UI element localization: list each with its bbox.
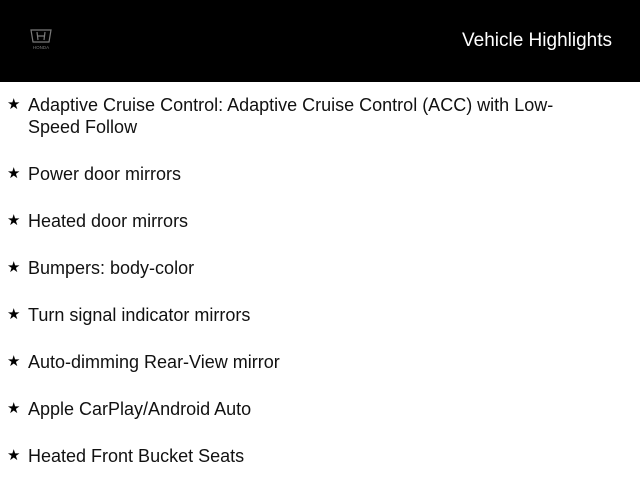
highlight-text: Power door mirrors (28, 164, 182, 184)
list-item (0, 304, 640, 326)
star-icon: ★ (7, 446, 21, 464)
star-icon: ★ (7, 211, 21, 229)
list-item (0, 94, 640, 138)
highlight-text: Adaptive Cruise Control: Adaptive Cruise Control (ACC) with Low-Speed Follow (28, 95, 554, 137)
header-title: Vehicle Highlights (462, 30, 612, 51)
svg-text:HONDA: HONDA (32, 45, 50, 50)
header-bar (0, 0, 640, 82)
star-icon: ★ (7, 399, 21, 417)
list-item (0, 445, 640, 467)
star-icon: ★ (7, 164, 21, 182)
highlight-text: Heated door mirrors (28, 211, 189, 231)
list-item (0, 257, 640, 279)
list-item (0, 398, 640, 420)
star-icon: ★ (7, 95, 21, 113)
highlight-text: Turn signal indicator mirrors (28, 305, 251, 325)
list-item (0, 210, 640, 232)
highlight-text: Apple CarPlay/Android Auto (28, 399, 252, 419)
highlights-list (0, 94, 640, 492)
list-item (0, 351, 640, 373)
highlight-text: Heated Front Bucket Seats (28, 446, 245, 466)
star-icon: ★ (7, 258, 21, 276)
honda-logo-icon[interactable] (26, 27, 56, 51)
star-icon: ★ (7, 352, 21, 370)
star-icon: ★ (7, 305, 21, 323)
highlight-text: Auto-dimming Rear-View mirror (28, 352, 280, 372)
highlight-text: Bumpers: body-color (28, 258, 195, 278)
list-item (0, 163, 640, 185)
